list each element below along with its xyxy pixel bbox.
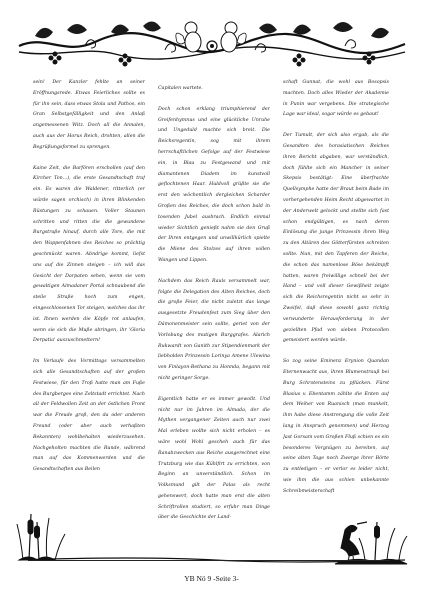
page-footer: YB Nö 9 -Seite 3-: [184, 574, 239, 583]
heron-icon: [341, 522, 367, 564]
text-column-right: [283, 78, 389, 510]
paragraph: Capitalen wartete.: [158, 86, 203, 91]
paragraph: Eigentlich hatte er es immer gewollt. Und nicht nur im Jahren im Almada, der die Mythen vergangener Zeiten auch nur zwei Mal erleben wollte sich nicht erholen – es wäre wohl Wohl gescheh auch für das Ranabzwecken aus Reiche ausgerechnet eine Trutzburg wie das Kühlfirt zu errichten, von Beginn an unverständlich. Schon im Volksmund gilt der Palas als recht gehenswert, doch hatte man erst die alten Schriftrollen studiert, so erfuhr man Dinge über die Geschichte der Land-: [158, 396, 270, 521]
paragraph: Der Tumult, der sich also ergab, als die Gesandten des horasiatischen Reiches ihren Bericht abgaben, war verständlich, doch fühlte sich ein Mancher in seiner Skepsis bestätigt: Eine überfrachte Quellsymphe hatte der Braut beim Bade im vorhergehenden Heim Recht abgewartet in der Anderwelt gelockt und stellte sich fast schon endgültigen, es nach deren Einlösung die junge Prinzessin ihren Weg zu den Altären des Götterfürsten schreiten sollte. Nun, mit den Tapferen der Reiche, die schon das namenlose Böse bekämpft hatten, waren freiwillige schnell bei der Hand – und voll dieser Gewißheit zeigte sich die Reichsregentin nicht so sehr in Zweifel, daß diese sowohl ganz richtig verwunderte Herausforderung in der geziellten Pfad von sieben Protocollen gemeistert werden würde.: [283, 133, 389, 344]
text-column-middle: [158, 84, 270, 528]
cattails-left-icon: [17, 514, 65, 560]
paragraph: So zog seine Eminenz Erynion Quandan Eternenwacht aus, ihren Blumenstrauß bei Burg Schrotensteins zu pflücken. Fürst Blasius v. Ebentamm zählte die Enten auf dem Weiher von Ruanisch (man munkelt, ihm habe diese Anstrengung die volle Zeit lang in Anspruch genommen) und Herzog Jast Gorsam vom Großen Fluß schien es ein besonderes Vergnügen zu bereiten, auf seine alten Tage noch Zwerge ihrer Börte zu entledigen – er verlor es leider nicht, wie ihm die aus schien unbekannte Schreibmeisterschaft: [283, 359, 389, 494]
paragraph: schaft Gunnat, die wohl aus Bosopsis machten. Doch alles Wieder der Akademie in Punin war vergebens. Die strategische Lage war ideal, sogar würde es gebaut!: [283, 80, 389, 118]
paragraph: Doch schon erklang triumphierend der Greifenhymnus und eine glückliche Unruhe und Ungeduld machte sich breit. Die Reichsregentin, sog mit ihrem herrschaftlichen Gefolge auf der Festwiese ein, in Blau zu Festgewand und mit diamantenen Diadem im kunstvoll geflochtenen Haar. Huldvoll grüßte sie die erst den wöchentlich dergleichen Scharder Großen des Reiches, die doch schon bald in tosenden Jubel ausbrach. Endlich einmal wieder Sichtlich genießt nahm sie den Gruß der Ihren entgegen und unwillkürlich spielte die Miene des Stolzes auf ihren vollen Wangen und Lippen.: [158, 106, 270, 263]
paragraph: sein! Der Kanzler fehlte an seiner Eröffnungsrede. Etwas Feierliches sollte es für ihn sein, dass etwas Stola und Pathos, ein Gran Selbstgefälligkeit und den Anlaß angemessenen Witz. Doch all die Annalen, auch aus der Horus Reich, drohten, allen die Begrüßungsformel zu sprengen.: [33, 80, 145, 150]
text-column-left: [33, 78, 145, 528]
paragraph: Nachdem das Reich Rauls versammelt war, folgte die Delegation des Alten Reiches, doch die große Feier, die nicht zuletzt das lange ausgesetzte Freudenfest zum Sieg über den Dämonenmeister sein sollte, geriet von der Vorlobung des mutigen Burggrafes. Alarich Rukwardt von Ganith zur Stipendienmark der liebholden Prinzessin Lorinya Amene Ulewina von Finlayon-Bethana zu Honnda, begann mit nicht geringer Sorge.: [158, 278, 270, 381]
cherub-left-figure: [176, 22, 201, 52]
vine-ornament-border: [15, 6, 409, 70]
paragraph: Im Verlaufe des Vormittags versammelten sich alle Gesandtschaften auf der großen Festwiese, für den Troß hatte man am Fuße des Burgberges eine Zeltstadt errichtet. Nach all der Feldwollen Zeit an der östlichen Front war die Freude groß, den da oder anderen Freund (oder aber auch verhaßten Bekannten) wohlbehalten wiederzusehen. Nachgeholten machten die Runde, während man auf das Kommenwerden und die Gesandtschaften aus Beilen: [33, 359, 145, 473]
paragraph: Kaine Zeit, die Barfören erschollen (auf den Kircher Ton...), die erste Gesandtschaft traf ein. Es waren die Waldener, ritterlich (er würde sagen orchisch) in ihren Blinkenden Rüstungen zu schauen. Voller Staunen schritten und ritten die die gewundene Burgstraße hinauf, durch alle Tore, die mit den Wappenfahnen des Reiches so prächtig geschmückt waren. Abndrige kommt, liefst uns auf die Zinnen steigen – ich will das Gesicht der Darpaten sehen, wenn sie vom gewaltigen Almadaner Portal schnaubend die steile Straße hoch zum engen, eingeschlossenen Tor steigen, welches das ihr ist. Ihnen werden die Köpfe rot anlaufen, wenn sie sich die Muße abringen, ihr 'Gloria Derpatia' auszuschmettern!: [33, 165, 145, 344]
footer-divider: [28, 560, 390, 561]
marsh-silhouette-decoration: [15, 510, 409, 570]
